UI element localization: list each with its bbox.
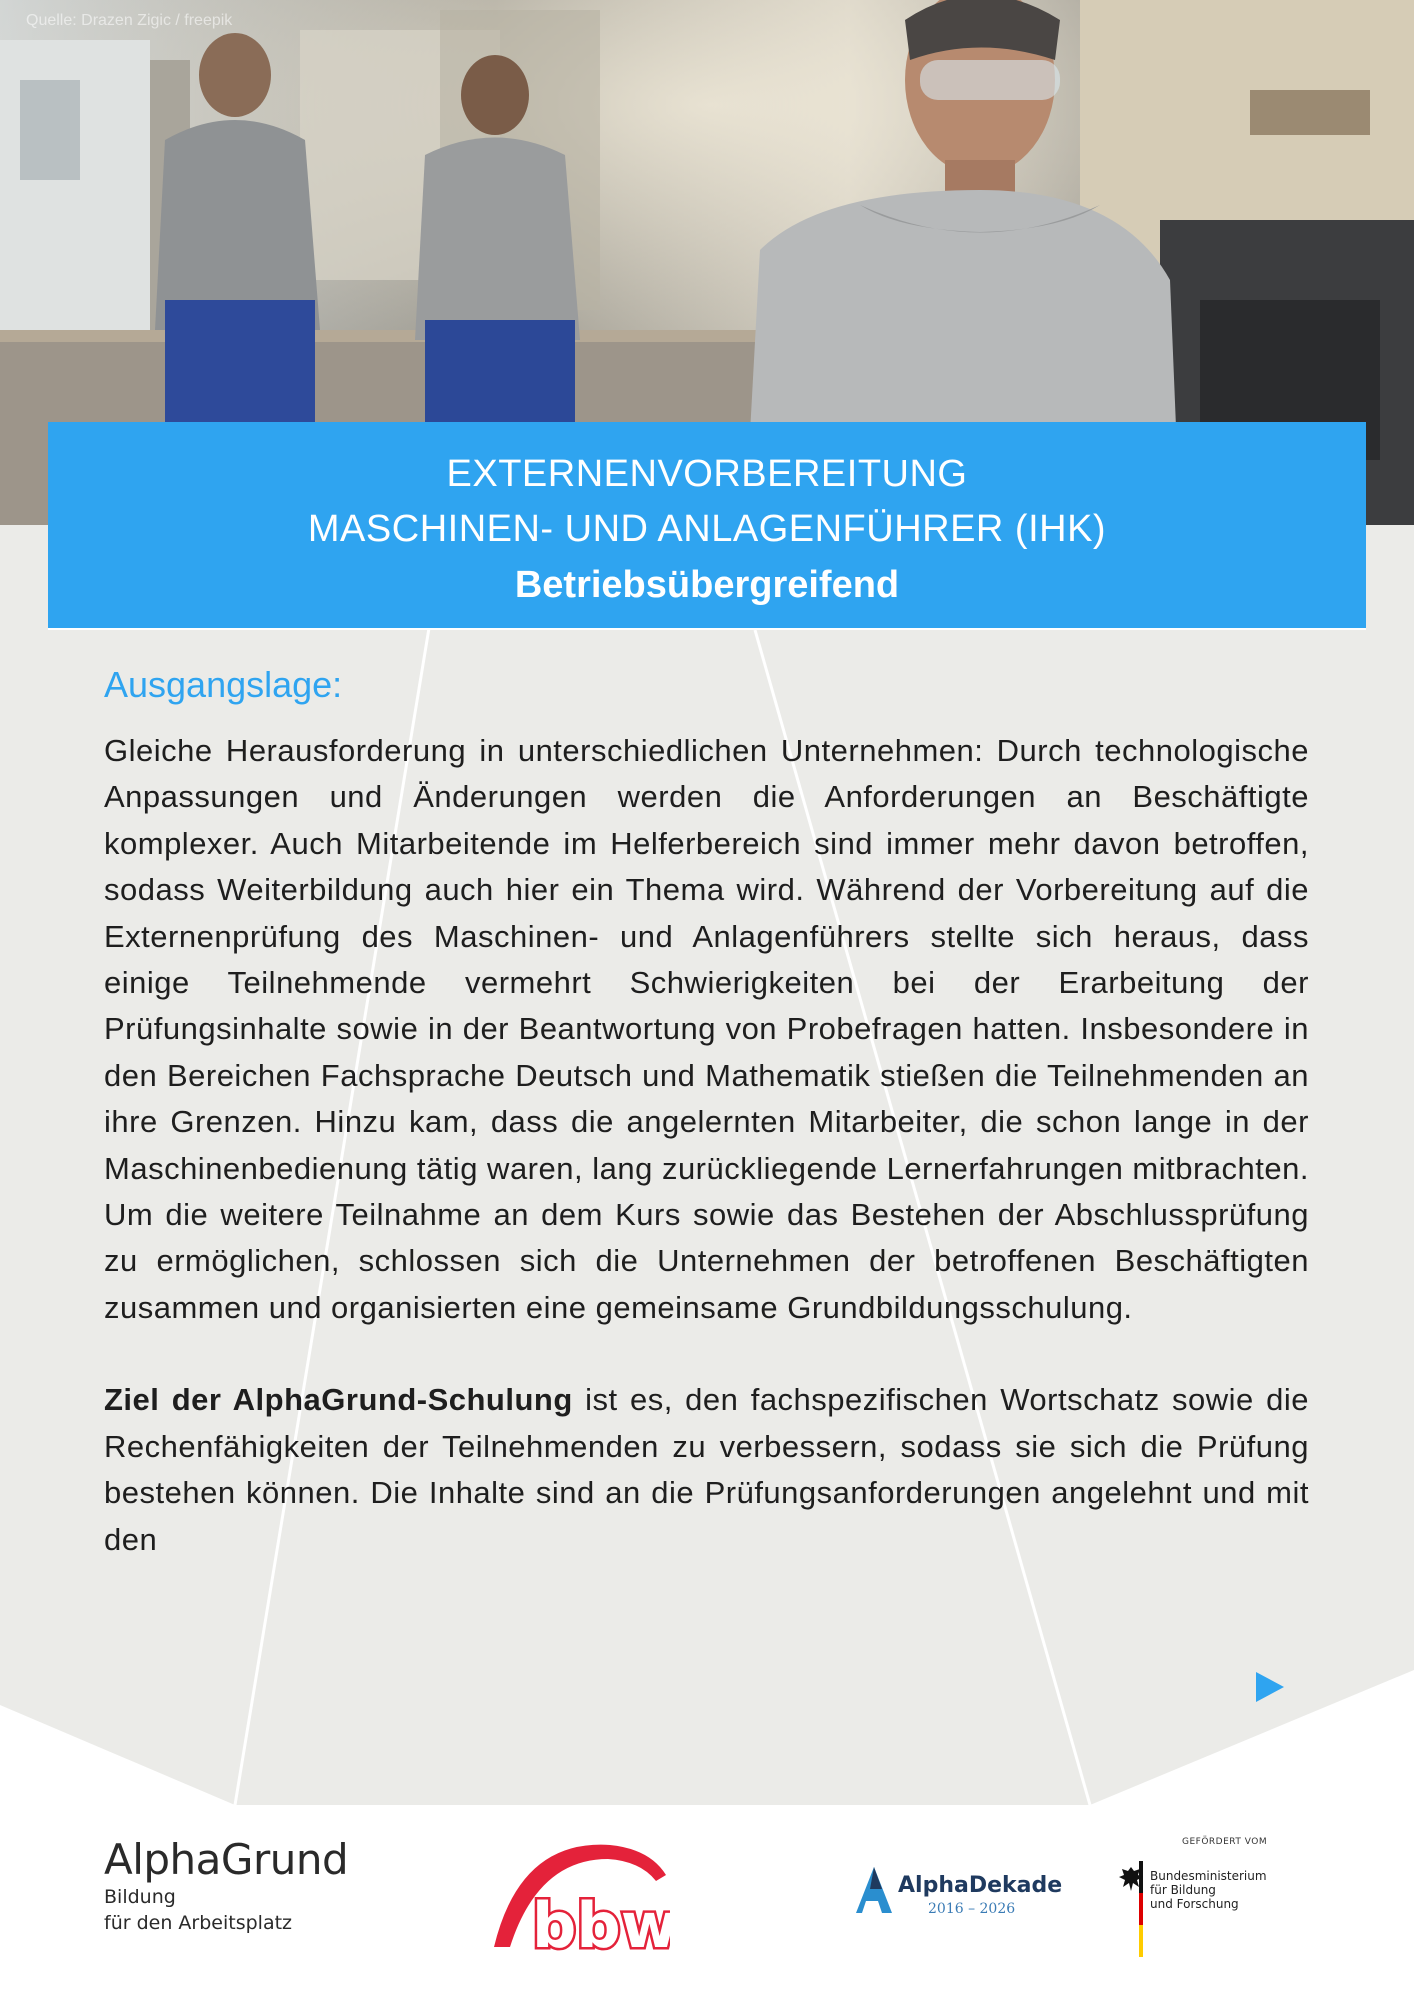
alphadekade-years: 2016 – 2026 (928, 1901, 1016, 1917)
alphagrund-tagline-2: für den Arbeitsplatz (104, 1912, 293, 1934)
bmbf-line-2: für Bildung (1150, 1883, 1216, 1897)
section-heading: Ausgangslage: (104, 664, 343, 705)
play-triangle-icon[interactable] (1256, 1672, 1284, 1702)
banner-title-line2: MASCHINEN- UND ANLAGENFÜHRER (IHK) (307, 508, 1107, 550)
banner-subtitle: Betriebsübergreifend (514, 564, 900, 606)
bmbf-ministry-name (1150, 1869, 1290, 1911)
photo-credit: Quelle: Drazen Zigic / freepik (26, 12, 233, 29)
paragraph-ziel (104, 1377, 1309, 1563)
alphagrund-tagline-1: Bildung (104, 1886, 176, 1908)
alphadekade-a-icon (856, 1867, 896, 1913)
bmbf-line-3: und Forschung (1150, 1897, 1239, 1911)
footer-logos (0, 1805, 1414, 2000)
bmbf-funding-label: GEFÖRDERT VOM (1182, 1837, 1268, 1847)
paragraph-ziel-text: ist es, den fachspezifischen Wortschatz sowie die Rechenfähigkeiten der Teilnehmenden zu verbessern, sodass sie sich die Prüfung bestehen können. Die Inhalte sind an die (104, 1382, 1309, 1511)
banner-title-line1: EXTERNENVORBEREITUNG (446, 453, 968, 495)
bmbf-line-1: Bundesministerium (1150, 1869, 1267, 1883)
federal-eagle-icon (1118, 1865, 1144, 1893)
alphagrund-logo (104, 1835, 348, 1936)
alphadekade-name: AlphaDekade (898, 1873, 1063, 1898)
paragraph-ziel-last-line: Prüfungsanforderungen angelehnt und mit den (104, 1475, 1310, 1557)
paragraph-ausgangslage: Gleiche Herausforderung in unterschiedlichen Unternehmen: Durch technologische Anpassungen und Änderungen werden die Anforderungen an Beschäftigte komplexer. Auch Mitarbeitende im Helferbereich sind immer mehr davon betroffen, sodass Weiterbildung auch hier ein Thema wird. Während der Vorbereitung auf die Externenprüfung des Maschinen- und Anlagenführers stellte sich heraus, dass einige Teilnehmende vermehrt Schwierigkeiten bei der Erarbeitung der Prüfungsinhalte sowie in der Beantwortung von Probefragen hatten. Insbesondere in den Bereichen Fachsprache Deutsch und Mathematik stießen die Teilnehmenden an ihre Grenzen. Hinzu kam, dass die angelernten Mitarbeiter, die schon lange in der Maschinenbedienung tätig waren, lang zurückliegende Lernerfahrungen mitbrachten. Um die weitere Teilnahme an dem Kurs sowie das Bestehen der Abschlussprüfung zu ermöglichen, schlossen sich die Unternehmen der betroffenen Beschäftigten zusammen und organisierten eine gemeinsame Grundbildungsschulung. (104, 733, 1309, 1325)
bbw-logo-text: bbw (532, 1889, 670, 1955)
bbw-logo-graphic (490, 1835, 670, 1955)
main-content (104, 664, 1309, 1563)
paragraph-ziel-bold: Ziel der AlphaGrund-Schulung (104, 1382, 573, 1418)
bbw-logo (490, 1835, 670, 1955)
alphagrund-brand: AlphaGrund (104, 1835, 349, 1884)
title-banner (48, 422, 1366, 630)
